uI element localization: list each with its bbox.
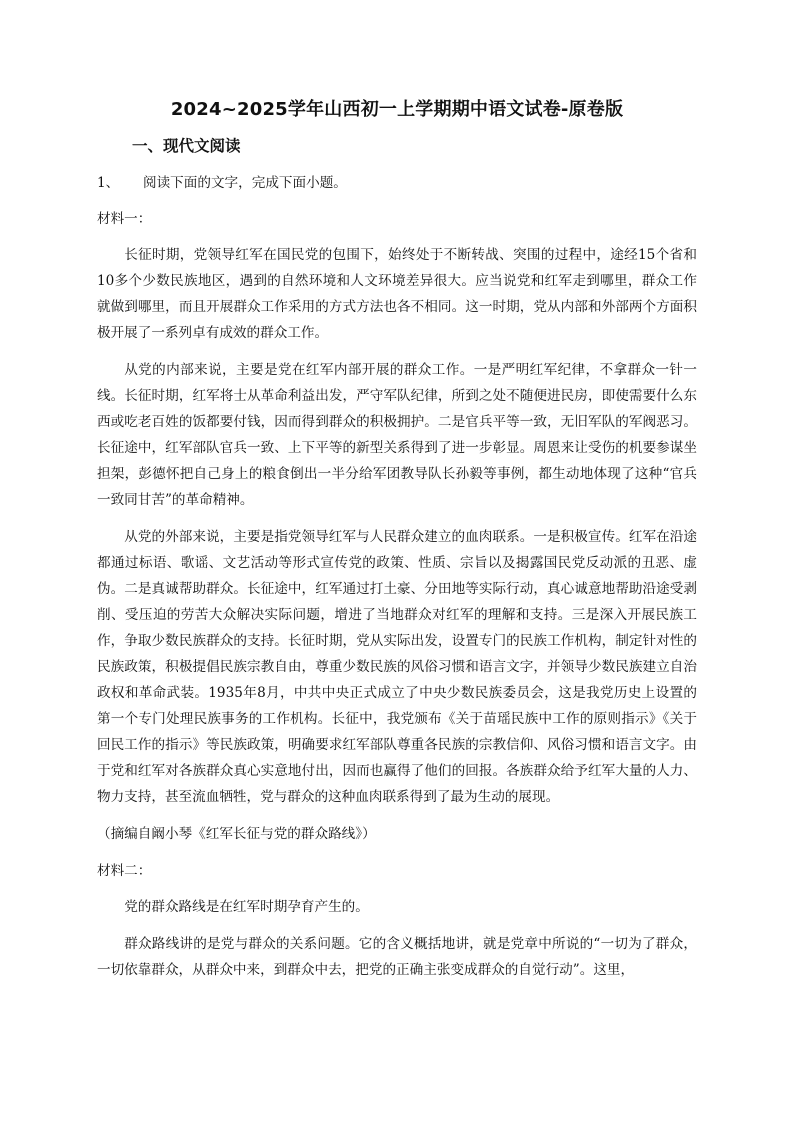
document-title: 2024~2025学年山西初一上学期期中语文试卷-原卷版 <box>170 99 624 120</box>
material1-paragraph-2: 从党的内部来说，主要是党在红军内部开展的群众工作。一是严明红军纪律，不拿群众一针一线。长征时期，红军将士从革命利益出发，严守军队纪律，所到之处不随便进民房，即使需要什么东西或吃老百姓的饭都要付钱，因而得到群众的积极拥护。二是官兵平等一致，无旧军队的军阀恶习。长征途中，红军部队官兵一致、上下平等的新型关系得到了进一步彰显。周恩来让受伤的机要参谋坐担架，彭德怀把自己身上的粮食倒出一半分给军团教导队长孙毅等事例，都生动地体现了这种“官兵一致同甘苦”的革命精神。 <box>97 362 697 508</box>
question-number: 1、 <box>97 175 120 191</box>
material1-paragraph-3: 从党的外部来说，主要是指党领导红军与人民群众建立的血肉联系。一是积极宣传。红军在沿途都通过标语、歌谣、文艺活动等形式宣传党的政策、性质、宗旨以及揭露国民党反动派的丑恶、虚伪。二是真诚帮助群众。长征途中，红军通过打土豪、分田地等实际行动，真心诚意地帮助沿途受剥削、受压迫的劳苦大众解决实际问题，增进了当地群众对红军的理解和支持。三是深入开展民族工作，争取少数民族群众的支持。长征时期，党从实际出发，设置专门的民族工作机构，制定针对性的民族政策，积极提倡民族宗教自由，尊重少数民族的风俗习惯和语言文字，并领导少数民族建立自治政权和革命武装。1935年8月，中共中央正式成立了中央少数民族委员会，这是我党历史上设置的第一个专门处理民族事务的工作机构。长征中，我党颁布《关于苗瑶民族中工作的原则指示》《关于回民工作的指示》等民族政策，明确要求红军部队尊重各民族的宗教信仰、风俗习惯和语言文字。由于党和红军对各族群众真心实意地付出，因而也赢得了他们的回报。各族群众给予红军大量的人力、物力支持，甚至流血牺牲，党与群众的这种血肉联系得到了最为生动的展现。 <box>97 529 697 805</box>
material2-paragraph-1: 党的群众路线是在红军时期孕育产生的。 <box>124 899 369 915</box>
material1-paragraph-1: 长征时期，党领导红军在国民党的包围下，始终处于不断转战、突围的过程中，途经15个省和10多个少数民族地区，遇到的自然环境和人文环境差异很大。应当说党和红军走到哪里，群众工作就做到哪里，而且开展群众工作采用的方式方法也各不相同。这一时期，党从内部和外部两个方面积极开展了一系列卓有成效的群众工作。 <box>97 247 697 341</box>
material2-label: 材料二： <box>97 863 152 879</box>
question-text: 阅读下面的文字，完成下面小题。 <box>143 175 347 191</box>
material1-source: （摘编自阚小琴《红军长征与党的群众路线》） <box>97 826 376 842</box>
material1-label: 材料一： <box>97 211 152 227</box>
section-heading: 一、现代文阅读 <box>132 137 241 155</box>
material2-paragraph-2: 群众路线讲的是党与群众的关系问题。它的含义概括地讲，就是党章中所说的“一切为了群众，一切依靠群众，从群众中来，到群众中去，把党的正确主张变成群众的自觉行动”。这里， <box>97 936 697 978</box>
document-body <box>97 170 697 994</box>
question-line <box>97 170 697 196</box>
